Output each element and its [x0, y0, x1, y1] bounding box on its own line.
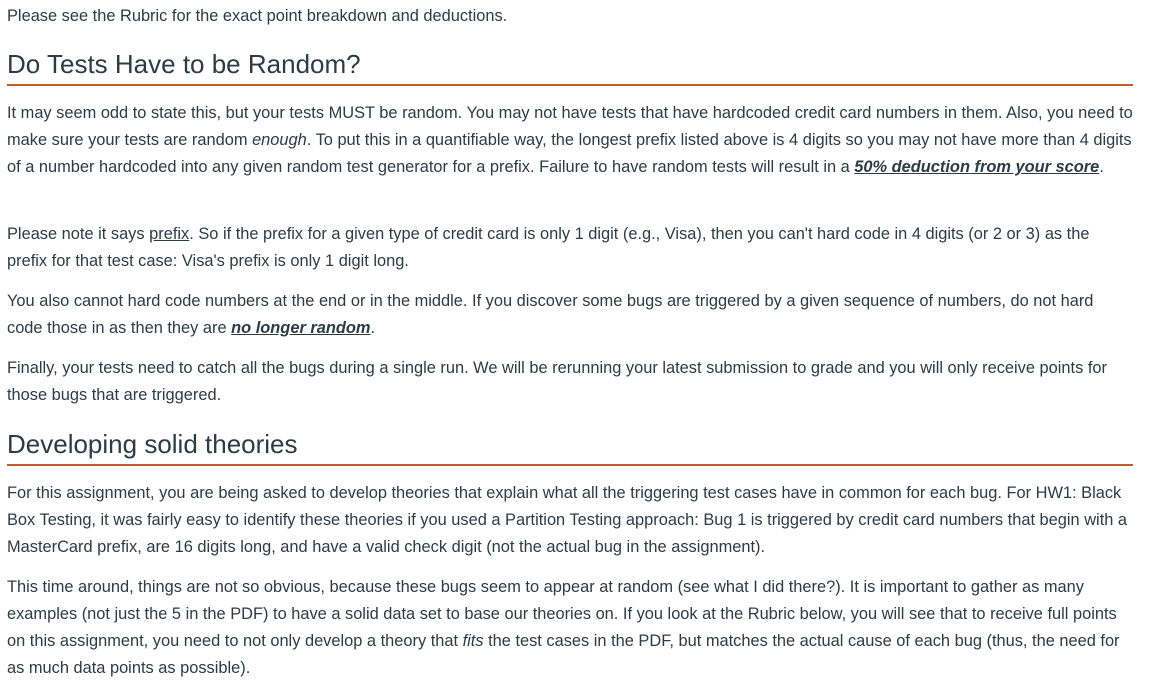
text-span: It may seem odd to state this, but your tests MUST be random. You may not have tests that have hardcoded credit card numbers in them. Also, you need to make sure your tests are random [7, 104, 1133, 149]
heading-random-tests: Do Tests Have to be Random? [7, 49, 361, 79]
emphasis-enough: enough [252, 131, 307, 149]
random-paragraph-1 [7, 100, 1133, 181]
random-paragraph-2 [7, 221, 1133, 275]
text-span: the test cases in the PDF, but matches the actual cause of each bug (thus, the need for as much data points as possible). [7, 632, 1120, 677]
text-span: . So if the prefix for a given type of credit card is only 1 digit (e.g., Visa), then you can't hard code in 4 digits (or 2 or 3) as the prefix for that test case: Visa's prefix is only 1 digit long. [7, 225, 1090, 270]
text-span: Please note it says [7, 225, 150, 243]
prefix-underline: prefix [149, 225, 190, 243]
emphasis-fits: fits [462, 632, 484, 650]
theories-paragraph-1: For this assignment, you are being asked to develop theories that explain what all the triggering test cases have in common for each bug. For HW1: Black Box Testing, it was fairly easy to identify these theories if you used a Partition Testing approach: Bug 1 is triggered by credit card numbers that begin with a MasterCard prefix, are 16 digits long, and have a valid check digit (not the actual bug in the assignment). [7, 484, 1128, 556]
heading-rule [7, 464, 1133, 466]
text-span: This time around, things are not so obvious, because these bugs seem to appear at random (see what I did there?). It is important to gather as many examples (not just the 5 in the PDF) to have a solid data set to base our theories on. If you look at the Rubric below, you will see that to receive full points on this assignment, you need to not only develop a theory that [7, 578, 1117, 650]
no-longer-random-emphasis: no longer random [231, 319, 371, 337]
random-paragraph-3 [7, 288, 1133, 342]
heading-rule [7, 84, 1133, 86]
deduction-emphasis: 50% deduction from your score [854, 158, 1100, 176]
heading-solid-theories: Developing solid theories [7, 429, 298, 459]
intro-paragraph: Please see the Rubric for the exact point breakdown and deductions. [7, 7, 508, 25]
theories-paragraph-2 [7, 574, 1133, 682]
random-paragraph-4: Finally, your tests need to catch all the bugs during a single run. We will be rerunning your latest submission to grade and you will only receive points for those bugs that are triggered. [7, 359, 1107, 404]
text-span: . [370, 319, 376, 337]
text-span: You also cannot hard code numbers at the end or in the middle. If you discover some bugs are triggered by a given sequence of numbers, do not hard code those in as then they are [7, 292, 1094, 337]
text-span: . To put this in a quantifiable way, the longest prefix listed above is 4 digits so you may not have more than 4 digits of a number hardcoded into any given random test generator for a prefix. Failure to have random tests will result in a [7, 131, 1132, 176]
text-span: . [1099, 158, 1104, 176]
